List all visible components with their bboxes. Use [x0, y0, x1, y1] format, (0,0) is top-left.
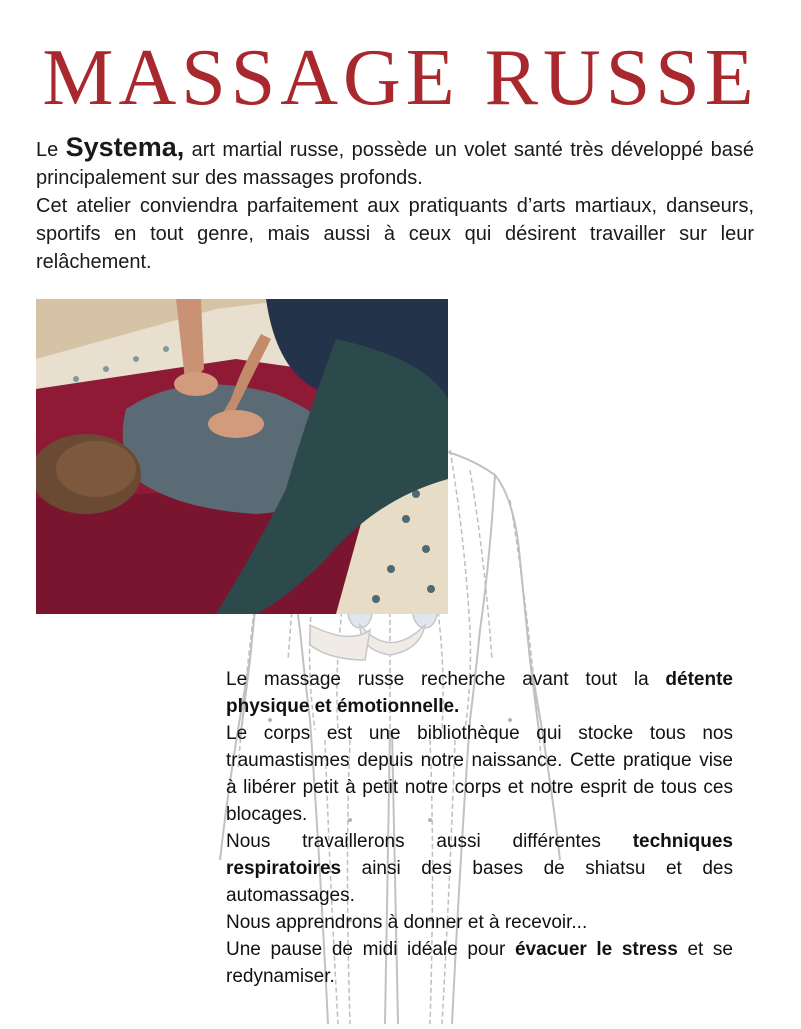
paragraph-bibliotheque: Le corps est une bibliothèque qui stocke tous nos traumastismes depuis notre naissance. Cette pratique vise à libérer petit à petit notre corps et notre esprit de tous ces blocages. — [226, 723, 733, 825]
intro-sentence-1: Le Systema, art martial russe, possède un volet santé très développé basé principalement sur des massages profonds. — [36, 132, 754, 189]
intro-paragraph — [36, 133, 754, 276]
massage-photo-illustration — [36, 299, 448, 614]
massage-photo — [36, 299, 448, 614]
paragraph-pause-midi: Une pause de midi idéale pour évacuer le stress et se redynamiser. — [226, 939, 733, 987]
paragraph-detente: Le massage russe recherche avant tout la détente physique et émotionnelle. — [226, 669, 733, 717]
intro-sentence-2: Cet atelier conviendra parfaitement aux pratiquants d’arts martiaux, danseurs, sportifs en tout genre, mais aussi à ceux qui désirent travailler sur leur relâchement. — [36, 195, 754, 273]
systema-highlight: Systema, — [65, 132, 185, 162]
paragraph-techniques: Nous travaillerons aussi différentes techniques respiratoires ainsi des bases de shiatsu et des automassages. — [226, 831, 733, 906]
page-title: MASSAGE RUSSE — [42, 34, 759, 122]
paragraph-donner-recevoir: Nous apprendrons à donner et à recevoir... — [226, 912, 588, 933]
description-text — [226, 666, 733, 990]
